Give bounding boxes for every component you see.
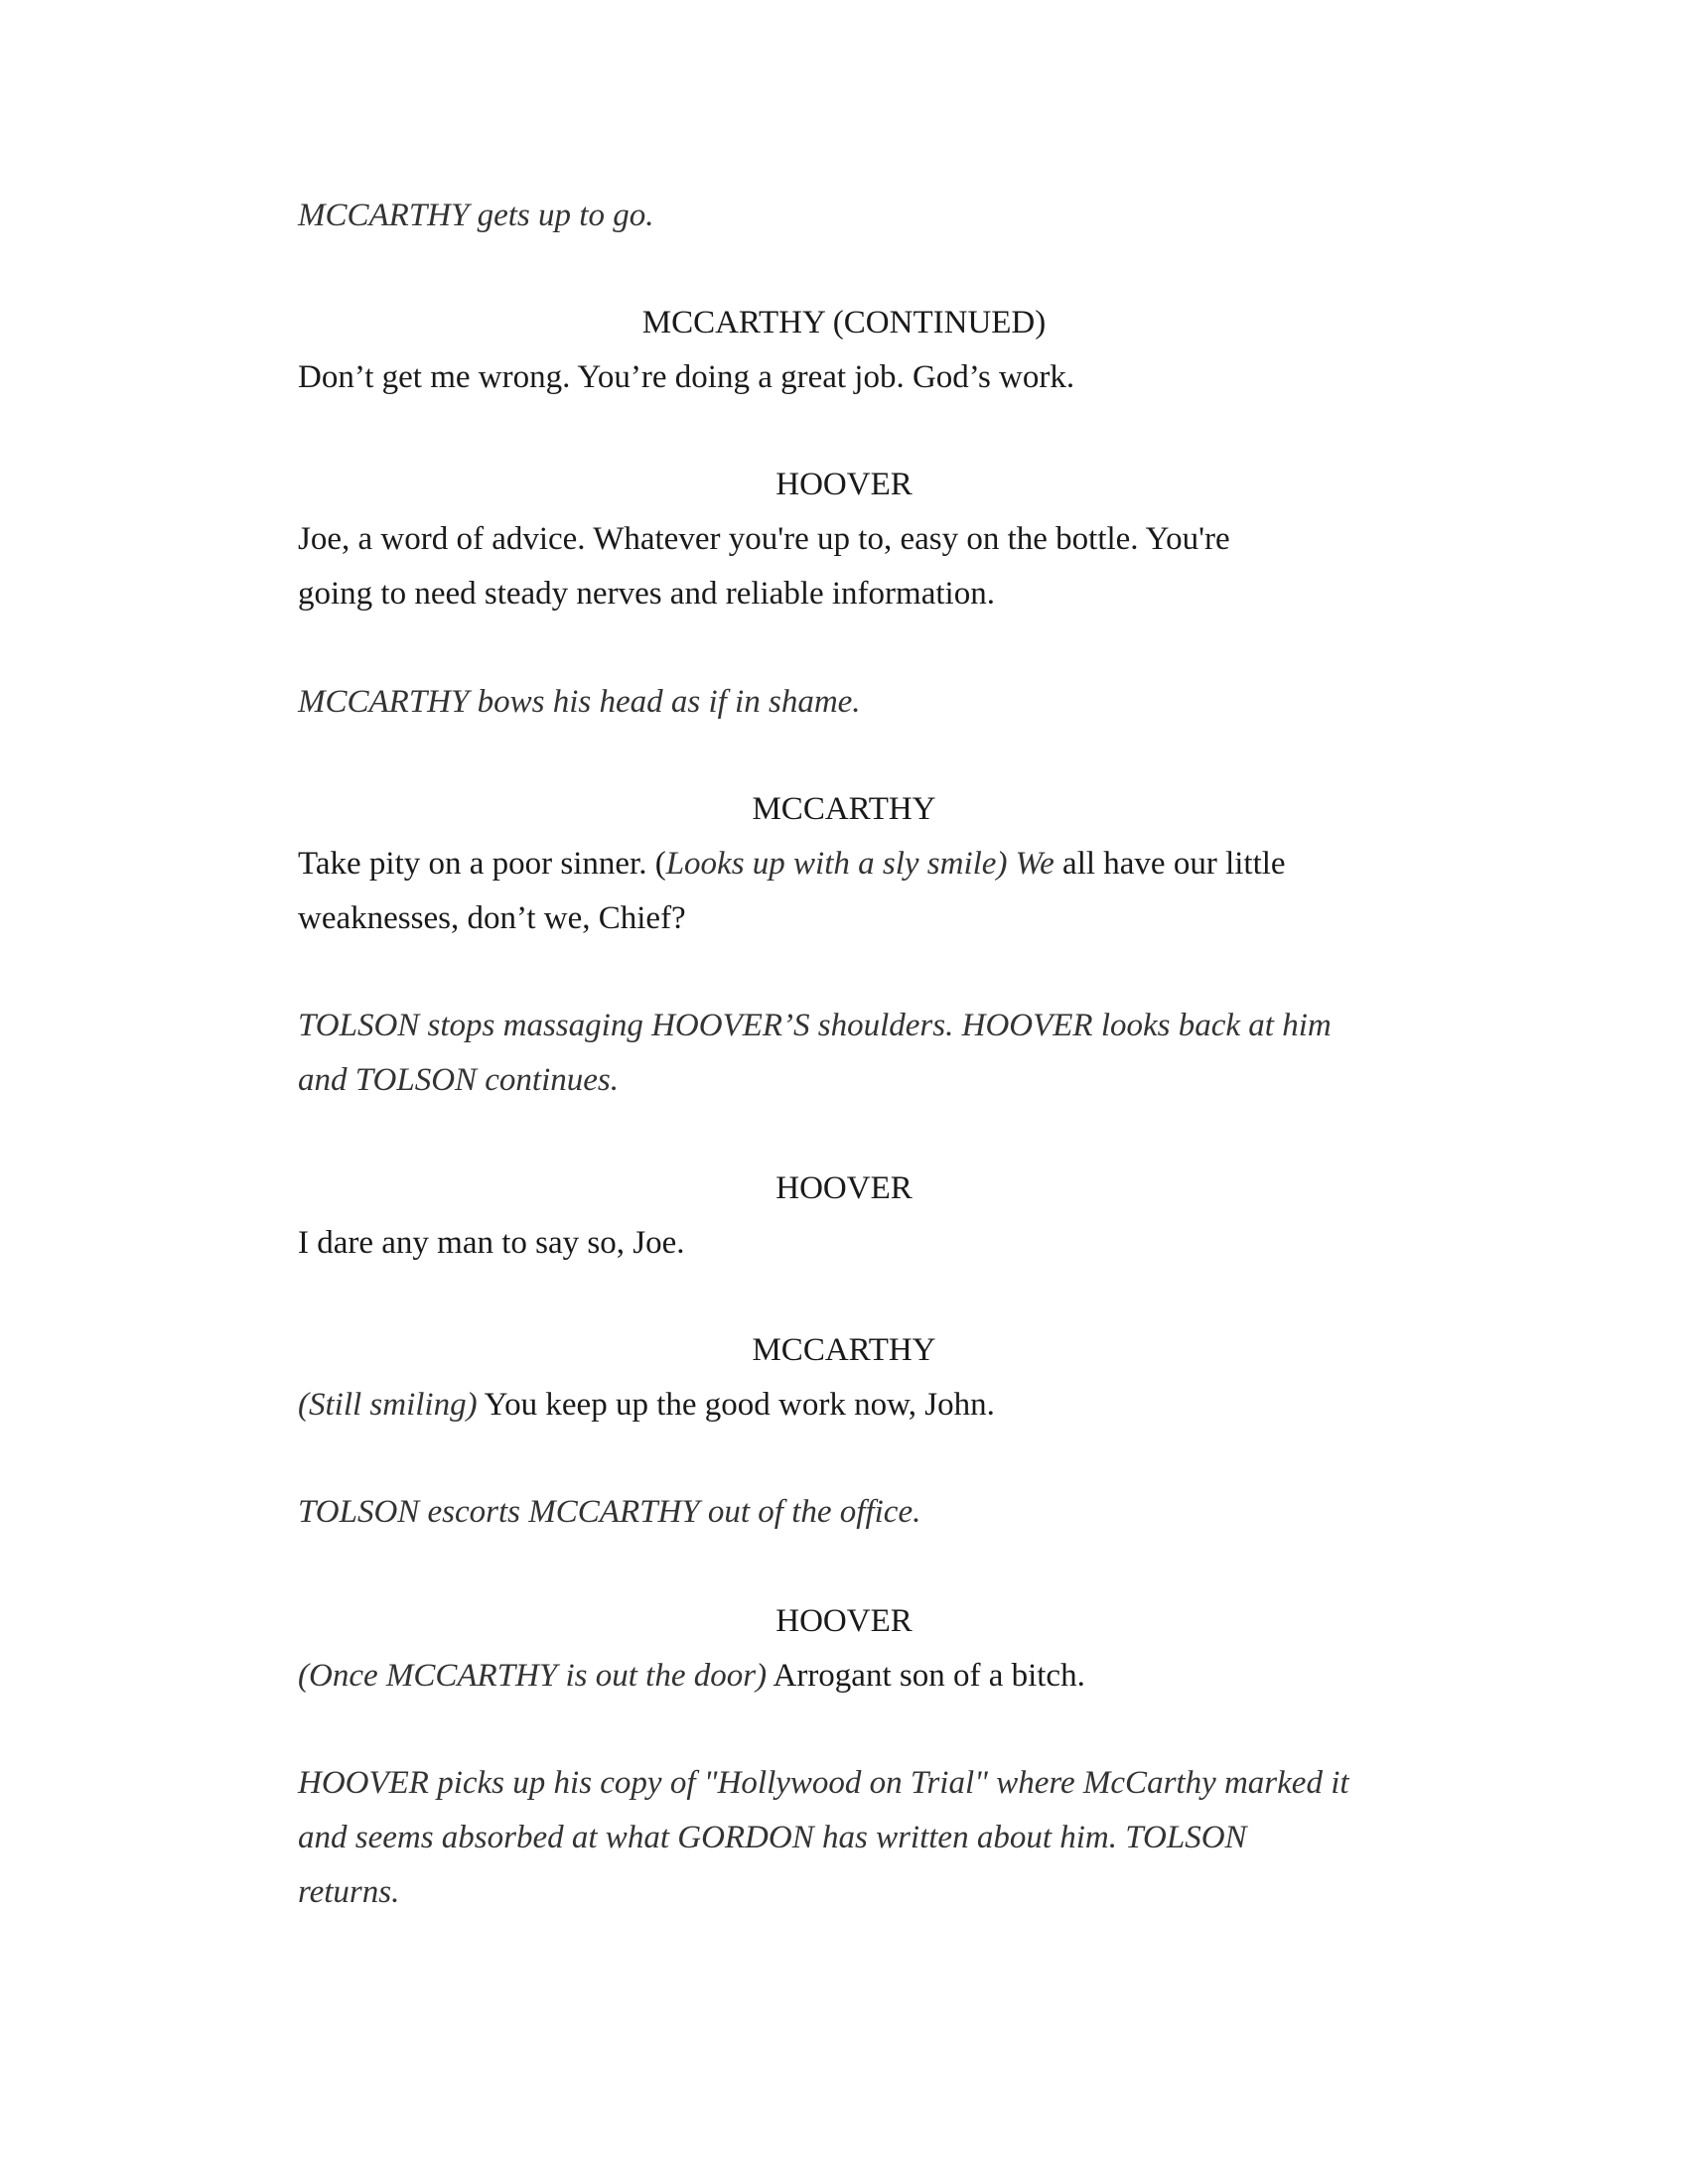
action-line: TOLSON escorts MCCARTHY out of the office. <box>298 1494 921 1530</box>
dialogue-text: Take pity on a poor sinner. ( <box>298 846 666 882</box>
dialogue-line: going to need steady nerves and reliable information. <box>298 576 995 612</box>
action-line: MCCARTHY bows his head as if in shame. <box>298 684 861 720</box>
parenthetical: Looks up with a sly smile) We <box>665 846 1055 882</box>
action-line: and seems absorbed at what GORDON has written about him. TOLSON <box>298 1820 1247 1855</box>
speaker-name: MCCARTHY <box>752 791 936 827</box>
parenthetical: (Once MCCARTHY is out the door) <box>298 1658 768 1694</box>
dialogue-line: I dare any man to say so, Joe. <box>298 1225 685 1261</box>
speaker-name: HOOVER <box>775 1603 913 1639</box>
dialogue-text: Arrogant son of a bitch. <box>767 1658 1085 1694</box>
speaker-name: MCCARTHY <box>752 1332 936 1368</box>
dialogue-line: weaknesses, don’t we, Chief? <box>298 900 686 936</box>
action-line: returns. <box>298 1874 400 1910</box>
action-line: MCCARTHY gets up to go. <box>298 198 654 233</box>
dialogue-line: Joe, a word of advice. Whatever you're up to, easy on the bottle. You're <box>298 521 1230 557</box>
action-line: TOLSON stops massaging HOOVER’S shoulders. HOOVER looks back at him <box>298 1008 1332 1043</box>
speaker-name: HOOVER <box>775 467 913 502</box>
dialogue-line <box>298 1649 1390 1703</box>
dialogue-text: all have our little <box>1054 846 1286 882</box>
script-body <box>298 0 1390 2184</box>
parenthetical: (Still smiling) <box>298 1387 478 1423</box>
action-line: and TOLSON continues. <box>298 1062 620 1098</box>
action-line: HOOVER picks up his copy of "Hollywood on Trial" where McCarthy marked it <box>298 1765 1349 1801</box>
dialogue-text: You keep up the good work now, John. <box>477 1387 995 1423</box>
dialogue-line <box>298 1378 1390 1432</box>
dialogue-line <box>298 837 1390 890</box>
dialogue-line: Don’t get me wrong. You’re doing a great job. God’s work. <box>298 359 1075 395</box>
speaker-name: HOOVER <box>775 1170 913 1206</box>
speaker-name: MCCARTHY (CONTINUED) <box>641 305 1047 341</box>
